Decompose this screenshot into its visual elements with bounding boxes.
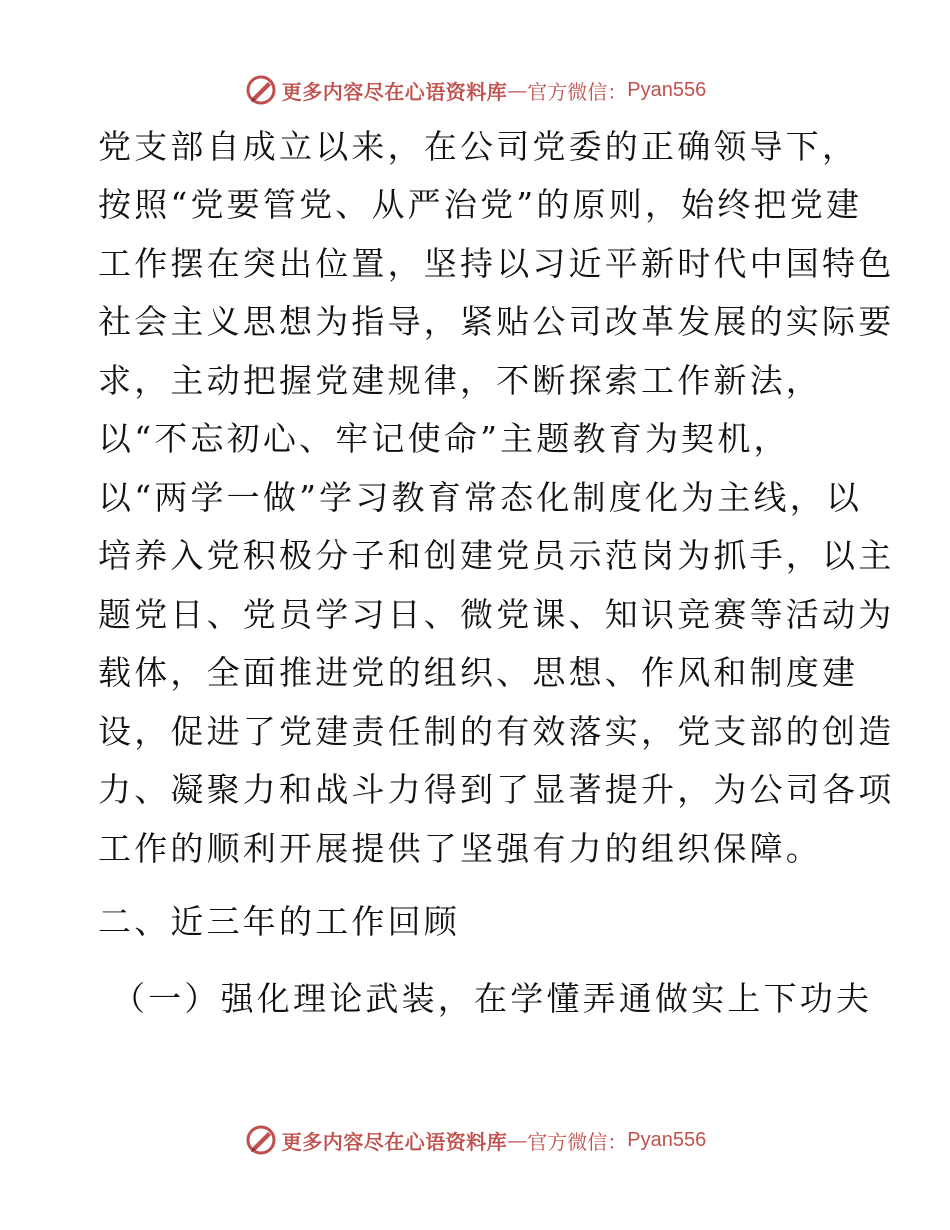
body-line: 培养入党积极分子和创建党员示范岗为抓手，以主 — [98, 536, 895, 575]
body-line: 以“两学一做”学习教育常态化制度化为主线，以 — [98, 478, 863, 517]
section-heading: 二、近三年的工作回顾 — [98, 902, 460, 941]
body-line: 工作的顺利开展提供了坚强有力的组织保障。 — [98, 829, 822, 868]
watermark-wechat-label: 官方微信： — [527, 79, 628, 104]
body-line: 按照“党要管党、从严治党”的原则，始终把党建 — [98, 185, 863, 224]
footer-watermark — [0, 1122, 950, 1158]
body-line: 社会主义思想为指导，紧贴公司改革发展的实际要 — [98, 302, 895, 341]
pen-logo-icon — [244, 1123, 278, 1157]
body-line: 求，主动把握党建规律，不断探索工作新法， — [98, 361, 822, 400]
pen-logo-icon — [244, 73, 278, 107]
watermark-wechat-id: Pyan556 — [627, 1128, 707, 1151]
watermark-wechat-label: 官方微信： — [527, 1129, 628, 1154]
body-line: 党支部自成立以来，在公司党委的正确领导下， — [98, 127, 859, 166]
watermark-dash: — — [507, 78, 528, 102]
watermark-text: 更多内容尽在心语资料库 — [281, 79, 508, 104]
body-line: 工作摆在突出位置，坚持以习近平新时代中国特色 — [98, 244, 895, 283]
header-watermark — [0, 72, 950, 108]
body-line: 力、凝聚力和战斗力得到了显著提升，为公司各项 — [98, 770, 895, 809]
body-line: 设，促进了党建责任制的有效落实，党支部的创造 — [98, 712, 895, 751]
body-line: 以“不忘初心、牢记使命”主题教育为契机， — [98, 419, 790, 458]
watermark-text: 更多内容尽在心语资料库 — [281, 1129, 508, 1154]
watermark-wechat-id: Pyan556 — [627, 78, 707, 101]
body-line: 题党日、党员学习日、微党课、知识竞赛等活动为 — [98, 595, 895, 634]
body-line: 载体，全面推进党的组织、思想、作风和制度建 — [98, 653, 859, 692]
sub-heading: （一）强化理论武装，在学懂弄通做实上下功夫 — [112, 979, 873, 1018]
watermark-dash: — — [507, 1128, 528, 1152]
